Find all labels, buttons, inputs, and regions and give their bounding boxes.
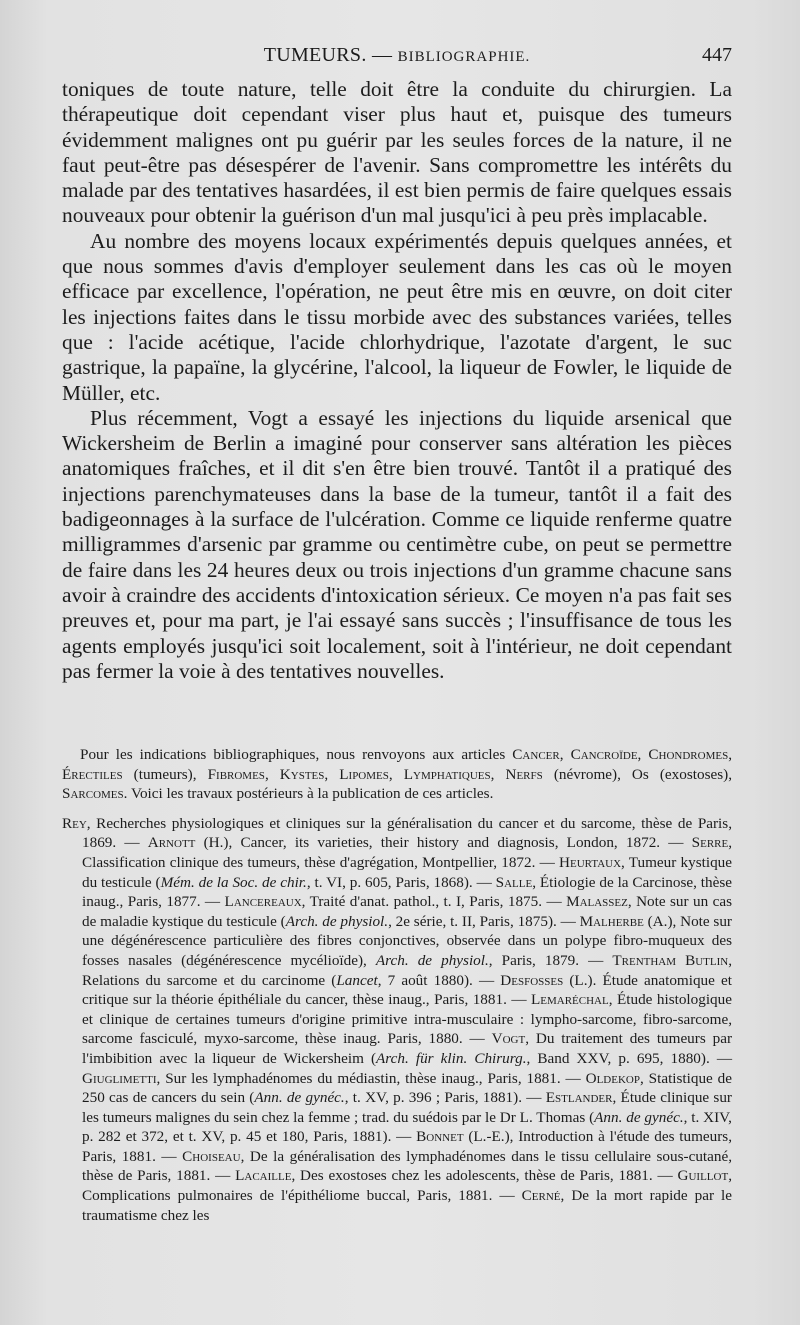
- intro-text: Pour les indications bibliographiques, nous renvoyons aux articles: [80, 746, 513, 763]
- article-ref: Lipomes: [339, 765, 389, 783]
- article-ref: Érectiles: [62, 765, 123, 783]
- reference-text: , Étiologie de la Carcinose, thèse inaug., Paris, 1877. —: [82, 873, 733, 911]
- reference-text: , Classification clinique des tumeurs, thèse d'agrégation, Montpellier, 1872. —: [82, 834, 733, 871]
- separator: ,: [324, 765, 340, 783]
- author-name: Giuglimetti: [82, 1069, 157, 1087]
- author-name: Desfosses: [500, 971, 564, 989]
- article-ref: Cancroïde: [570, 746, 638, 763]
- journal-title: Arch. de physiol.: [375, 951, 489, 969]
- author-name: Cerné: [521, 1187, 561, 1205]
- reference-text: , Tumeur kystique du testicule (: [82, 853, 732, 891]
- reference-text: , t. VI, p. 605, Paris, 1868). —: [306, 873, 496, 891]
- separator: ,: [559, 746, 571, 763]
- journal-title: Mém. de la Soc. de chir.: [160, 873, 307, 891]
- reference-text: , Étude clinique sur les tumeurs malignes du sein chez la femme ; trad. du suédois par le Dr L. Thomas (: [82, 1089, 732, 1126]
- reference-text: , De la mort rapide par le traumatisme chez les: [82, 1187, 732, 1224]
- paragraph-3: Plus récemment, Vogt a essayé les injections du liquide arsenical que Wickersheim de Berlin a imaginé pour conserver sans altération les pièces anatomiques fraîches, et il dit s'en être bien trouvé. Tantôt il a pratiqué des injections parenchymateuses dans la base de la tumeur, tantôt il a fait des badigeonnages à la surface de l'ulcération. Comme ce liquide renferme quatre milligrammes d'arsenic par gramme ou centimètre cube, on peut se permettre de faire dans les 24 heures deux ou trois injections d'un gramme chacune sans avoir à craindre des accidents d'intoxication sérieux. Ce moyen n'a pas fait ses preuves et, pour ma part, je l'ai essayé sans succès ; l'insuffisance de tous les agents employés jusqu'ici soit localement, soit à l'intérieur, ne doit cependant pas fermer la voie à des tentatives nouvelles.: [62, 405, 732, 683]
- author-name: Arnott: [147, 834, 196, 852]
- paragraph-2: Au nombre des moyens locaux expérimentés depuis quelques années, et que nous sommes d'avis d'employer seulement dans les cas où le moyen efficace par excellence, l'opération, ne peut être mis en œuvre, on doit citer les injections faites dans le tissu morbide avec des substances variées, telles que : l'acide acétique, l'acide chlorhydrique, l'azotate d'argent, le suc gastrique, la papaïne, la glycérine, l'alcool, la liqueur de Fowler, le liquide de Müller, etc.: [62, 228, 732, 405]
- author-name: Oldekop: [585, 1069, 640, 1087]
- author-name: Heurtaux: [559, 853, 622, 871]
- reference-text: , Complications pulmonaires de l'épithéliome buccal, Paris, 1881. —: [82, 1167, 732, 1205]
- reference-text: , Sur les lymphadénomes du médiastin, thèse inaug., Paris, 1881. —: [156, 1069, 586, 1087]
- separator: ,: [637, 746, 649, 763]
- page-number: 447: [702, 44, 732, 66]
- article-ref: Kystes: [279, 765, 325, 783]
- author-name: Vogt: [491, 1030, 526, 1048]
- author-name: Lacaille: [235, 1167, 292, 1185]
- separator: ,: [264, 765, 280, 783]
- author-name: Guillot: [677, 1167, 729, 1185]
- reference-text: , Étude histologique et clinique de certaines tumeurs d'origine primitive intra-musculaire : lympho-sarcome, fibro-sarcome, sarcome fasciculé, myxo-sarcome, thèse inaug. Paris, 1880. —: [82, 991, 732, 1048]
- title-dash: —: [366, 44, 398, 66]
- separator: ,: [728, 746, 733, 763]
- main-text: [62, 77, 732, 684]
- author-name: Lancereaux: [224, 893, 302, 911]
- journal-title: Lancet: [336, 971, 378, 989]
- article-ref: Chondromes: [648, 746, 729, 763]
- reference-text: , 7 août 1880). —: [377, 971, 501, 989]
- article-ref: Lymphatiques: [403, 765, 491, 783]
- reference-text: , Recherches physiologiques et cliniques sur la généralisation du cancer et du sarcome, thèse de Paris, 1869. —: [82, 814, 732, 852]
- reference-text: , Relations du sarcome et du carcinome (: [82, 951, 733, 989]
- reference-text: , t. XIV, p. 282 et 372, et t. XV, p. 45 et 180, Paris, 1881). —: [82, 1108, 732, 1146]
- intro-text: (tumeurs),: [122, 765, 208, 783]
- author-name: Salle: [495, 873, 533, 891]
- separator: ,: [388, 765, 404, 783]
- author-name: Trentham Butlin: [612, 951, 729, 969]
- journal-title: Arch. für klin. Chirurg.: [376, 1049, 527, 1067]
- article-ref: Fibromes: [207, 765, 265, 783]
- reference-text: (H.), Cancer, its varieties, their history and diagnosis, London, 1872. —: [195, 834, 692, 852]
- author-name: Choiseau: [182, 1147, 241, 1165]
- title-sub: BIBLIOGRAPHIE.: [397, 49, 531, 65]
- author-name: Serre: [691, 834, 729, 852]
- reference-text: , Note sur un cas de maladie kystique du testicule (: [82, 893, 732, 930]
- running-header: [62, 44, 732, 74]
- separator: ,: [490, 765, 506, 783]
- article-ref: Nerfs: [505, 765, 543, 783]
- reference-text: , Traité d'anat. pathol., t. I, Paris, 1875. —: [301, 893, 567, 911]
- reference-text: , Du traitement des tumeurs par l'imbibition avec la liqueur de Wickersheim (: [82, 1030, 732, 1067]
- intro-text: (névrome), Os (exostoses),: [542, 765, 732, 783]
- reference-text: , Des exostoses chez les adolescents, thèse de Paris, 1881. —: [291, 1167, 678, 1185]
- reference-list: [62, 814, 732, 1225]
- reference-text: (L.). Étude anatomique et critique sur la théorie épithéliale du cancer, thèse inaug., Paris, 1881. —: [82, 971, 732, 1009]
- article-ref: Sarcomes: [62, 785, 124, 803]
- article-ref: Cancer: [512, 746, 560, 763]
- reference-text: , De la généralisation des lymphadénomes dans le tissu cellulaire sous-cutané, thèse de Paris, 1881. —: [82, 1147, 733, 1185]
- bibliography-intro: [62, 745, 732, 804]
- author-name: Estlander: [545, 1089, 613, 1107]
- paragraph-1: toniques de toute nature, telle doit être la conduite du chirurgien. La thérapeutique doit cependant viser plus haut et, puisque des tumeurs évidemment malignes ont pu guérir par les seules forces de la nature, il ne faut peut-être pas désespérer de l'avenir. Sans compromettre les intérêts du malade par des tentatives hasardées, il est bien permis de faire quelques essais nouveaux pour obtenir la guérison d'un mal jusqu'ici à peu près implacable.: [62, 77, 732, 228]
- author-name: Malherbe: [579, 912, 644, 930]
- reference-text: , 2e série, t. II, Paris, 1875). —: [388, 912, 580, 930]
- reference-text: , Statistique de 250 cas de cancers du sein (: [82, 1069, 732, 1107]
- bibliography-notes: [62, 745, 732, 1225]
- journal-title: Ann. de gynéc.: [254, 1089, 345, 1107]
- author-name: Malassez: [566, 893, 628, 911]
- reference-text: , Paris, 1879. —: [488, 951, 613, 969]
- journal-title: Arch. de physiol.: [285, 912, 389, 930]
- title-main: TUMEURS.: [263, 44, 367, 66]
- author-name: Bonnet: [416, 1128, 464, 1146]
- author-name: Rey: [62, 814, 87, 832]
- running-title: [62, 44, 732, 67]
- journal-title: Ann. de gynéc.: [594, 1108, 684, 1126]
- reference-text: , Band XXV, p. 695, 1880). —: [526, 1049, 733, 1067]
- intro-text: . Voici les travaux postérieurs à la publication de ces articles.: [123, 785, 494, 803]
- author-name: Lemaréchal: [531, 991, 609, 1009]
- reference-text: , t. XV, p. 396 ; Paris, 1881). —: [344, 1089, 546, 1107]
- reference-text: (A.), Note sur une dégénérescence particulière des fibres conjonctives, observée dans un polype fibro-muqueux des fosses nasales (dégénérescence mycélioïde),: [82, 912, 732, 969]
- reference-text: (L.-E.), Introduction à l'étude des tumeurs, Paris, 1881. —: [82, 1128, 732, 1165]
